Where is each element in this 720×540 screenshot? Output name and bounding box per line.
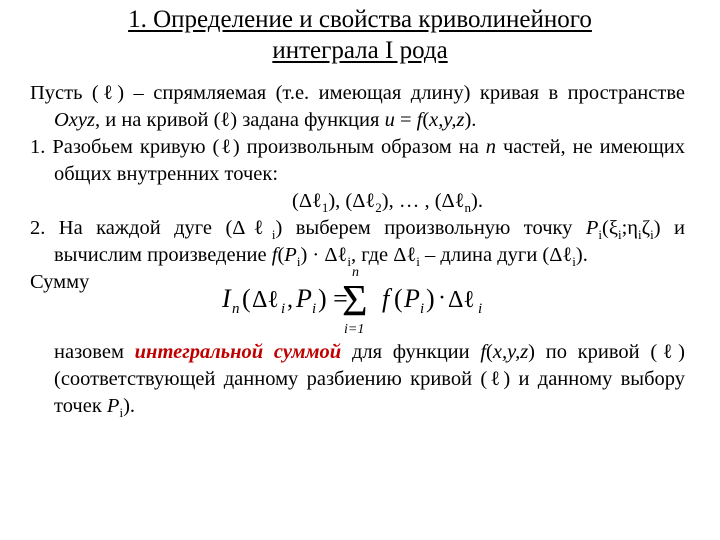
sub-i-6: i xyxy=(296,254,301,270)
slide-body xyxy=(30,80,685,420)
step-1-text: 1. Разобьем кривую (ℓ) произвольным образом на xyxy=(30,136,486,158)
step-1-paragraph xyxy=(30,134,685,188)
step-2-lparen: ( xyxy=(277,244,285,266)
step-2-f: f xyxy=(271,244,278,266)
conclusion-p: P xyxy=(106,395,120,417)
slide-title xyxy=(0,4,720,66)
function-u: u xyxy=(384,109,395,131)
formula-i1: i xyxy=(281,301,286,317)
formula-svg xyxy=(216,263,506,337)
sub-i-8: i xyxy=(416,254,420,270)
formula-dot: · xyxy=(438,285,446,311)
space-name: Oxyz xyxy=(54,109,95,131)
step-2-zeta: ζ xyxy=(641,217,651,239)
formula-f: f xyxy=(382,284,390,313)
step-1-n: n xyxy=(485,136,497,158)
formula-delta-2: Δℓ xyxy=(448,287,475,313)
step-1-text-2: частей, не имеющих общих внутренних точек: xyxy=(54,136,685,185)
sum-label: Сумму xyxy=(30,271,90,293)
formula-delta: Δℓ xyxy=(252,287,279,313)
formula-i3: i xyxy=(420,301,425,317)
title-line-2: интеграла I рода xyxy=(272,37,448,64)
conclusion-lparen: ( xyxy=(486,341,493,363)
step-2-xi: (ξ xyxy=(602,217,618,239)
intro-eq: = xyxy=(394,109,417,131)
step-2-paragraph xyxy=(30,215,685,269)
formula-p-2: P xyxy=(404,284,420,313)
step-2-end: ). xyxy=(575,244,588,266)
step-2-text-3: ) и вычислим произведение xyxy=(54,217,685,266)
conclusion-sub-i: i xyxy=(119,405,124,421)
intro-end: ). xyxy=(464,109,477,131)
conclusion-text-3: ) по кривой (ℓ) (соответствующей данному разбиению кривой (ℓ) и данному выбору точек xyxy=(54,341,685,417)
sub-i-4: i xyxy=(638,227,642,243)
intro-lparen: ( xyxy=(422,109,430,131)
sub-i-7: i xyxy=(347,254,351,270)
intro-text-2: , и на кривой (ℓ) задана функция xyxy=(94,109,385,131)
step-2-eta: ;η xyxy=(621,217,639,239)
intro-paragraph xyxy=(30,80,685,134)
formula-i: I xyxy=(222,284,231,313)
partition-part-1: (Δℓ xyxy=(292,190,322,212)
sum-row xyxy=(30,265,685,339)
function-f: f xyxy=(416,109,423,131)
sub-i-5: i xyxy=(650,227,654,243)
sub-i-2: i xyxy=(598,227,603,243)
conclusion-paragraph xyxy=(30,339,685,420)
formula-sigma: Σ xyxy=(342,276,368,325)
formula-lparen-2: ( xyxy=(394,284,403,313)
partition-part-3: ), … , (Δℓ xyxy=(381,190,465,212)
partition-line xyxy=(30,188,685,215)
formula-sum-top: n xyxy=(352,265,359,280)
formula-i4: i xyxy=(478,301,483,317)
sub-i-1: i xyxy=(271,227,276,243)
formula-rparen-eq: ) = xyxy=(318,284,348,313)
step-2-text-2: ) выберем произвольную точку xyxy=(275,217,586,239)
conclusion-end: ). xyxy=(123,395,136,417)
partition-sub-2: 2 xyxy=(375,200,382,216)
conclusion-text-1: назовем xyxy=(54,341,135,363)
formula-i2: i xyxy=(312,301,317,317)
sub-i-3: i xyxy=(617,227,622,243)
point-p: P xyxy=(585,217,599,239)
formula-comma: , xyxy=(287,287,293,313)
step-2-length: – длина дуги (Δℓ xyxy=(419,244,573,266)
term-integral-sum: интегральной суммой xyxy=(134,341,342,363)
conclusion-text-2: для функции xyxy=(341,341,481,363)
partition-end: ). xyxy=(471,190,483,212)
formula-lparen: ( xyxy=(242,284,251,313)
conclusion-args: x,y,z xyxy=(492,341,529,363)
partition-part-2: ), (Δℓ xyxy=(328,190,376,212)
integral-sum-formula xyxy=(216,263,506,337)
point-p-2: P xyxy=(284,244,297,266)
step-2-text-1: 2. На каждой дуге (Δℓ xyxy=(30,217,272,239)
title-line-1: 1. Определение и свойства криволинейного xyxy=(128,6,592,33)
formula-sum-bottom: i=1 xyxy=(344,322,365,337)
conclusion-f: f xyxy=(480,341,487,363)
step-2-product: ) · Δℓ xyxy=(300,244,348,266)
partition-sub-1: 1 xyxy=(321,200,329,216)
sub-i-9: i xyxy=(572,254,576,270)
step-2-where: , где Δℓ xyxy=(350,244,417,266)
partition-sub-n: n xyxy=(464,200,472,216)
formula-rparen-2: ) xyxy=(426,284,435,313)
formula-n-sub: n xyxy=(232,301,240,317)
formula-p: P xyxy=(296,284,312,313)
function-args: x,y,z xyxy=(429,109,465,131)
intro-text-1: Пусть (ℓ) – спрямляемая (т.е. имеющая длину) кривая в пространстве xyxy=(30,82,685,104)
